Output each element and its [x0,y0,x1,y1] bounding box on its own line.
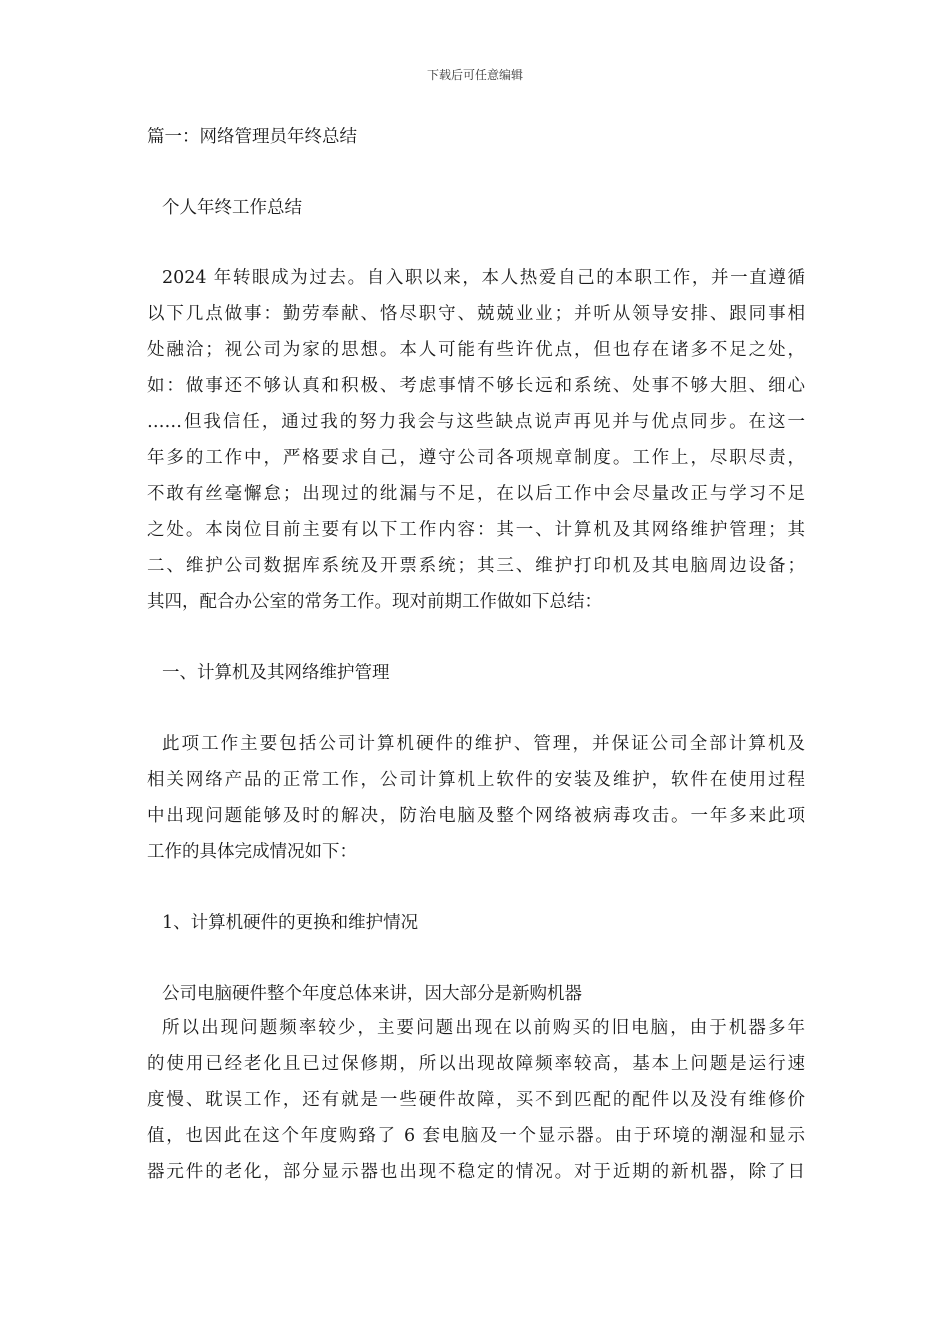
section1-heading: 一、计算机及其网络维护管理 [162,663,390,683]
paragraph3-line: 度慢、耽误工作，还有就是一些硬件故障，买不到匹配的配件以及没有维修价 [147,1090,805,1110]
paragraph1-line: 年多的工作中，严格要求自己，遵守公司各项规章制度。工作上，尽职尽责， [147,448,805,468]
paragraph3-line: 值，也因此在这个年度购臵了 6 套电脑及一个显示器。由于环境的潮湿和显示 [147,1126,805,1146]
paragraph1-line: 不敢有丝毫懈怠；出现过的纰漏与不足，在以后工作中会尽量改正与学习不足 [147,484,805,504]
paragraph2-line: 相关网络产品的正常工作，公司计算机上软件的安装及维护，软件在使用过程 [147,770,805,790]
paragraph3-line: 所以出现问题频率较少，主要问题出现在以前购买的旧电脑，由于机器多年 [162,1018,805,1038]
document-title: 篇一：网络管理员年终总结 [147,127,357,147]
paragraph1-line: 如：做事还不够认真和积极、考虑事情不够长远和系统、处事不够大胆、细心 [147,376,805,396]
subsection1-heading: 1、计算机硬件的更换和维护情况 [162,913,419,933]
paragraph2-line: 中出现问题能够及时的解决，防治电脑及整个网络被病毒攻击。一年多来此项 [147,806,805,826]
paragraph2-line: 工作的具体完成情况如下： [147,842,357,862]
paragraph1-line: 之处。本岗位目前主要有以下工作内容：其一、计算机及其网络维护管理；其 [147,520,805,540]
paragraph3-line: 器元件的老化，部分显示器也出现不稳定的情况。对于近期的新机器，除了日 [147,1162,805,1182]
document-subtitle: 个人年终工作总结 [162,198,302,218]
paragraph1-line: ……但我信任，通过我的努力我会与这些缺点说声再见并与优点同步。在这一 [147,412,805,432]
paragraph1-line: 以下几点做事：勤劳奉献、恪尽职守、兢兢业业；并听从领导安排、跟同事相 [147,304,805,324]
paragraph3-line: 的使用已经老化且已过保修期，所以出现故障频率较高，基本上问题是运行速 [147,1054,805,1074]
paragraph1-line: 二、维护公司数据库系统及开票系统；其三、维护打印机及其电脑周边设备； [147,556,805,576]
paragraph1-line: 处融洽；视公司为家的思想。本人可能有些许优点，但也存在诸多不足之处， [147,340,805,360]
page-header-note: 下载后可任意编辑 [426,68,523,82]
paragraph1-line: 2024 年转眼成为过去。自入职以来，本人热爱自己的本职工作，并一直遵循 [162,268,805,288]
paragraph3-first-line: 公司电脑硬件整个年度总体来讲，因大部分是新购机器 [162,984,582,1004]
paragraph2-line: 此项工作主要包括公司计算机硬件的维护、管理，并保证公司全部计算机及 [162,734,805,754]
paragraph1-line: 其四，配合办公室的常务工作。现对前期工作做如下总结： [147,592,602,612]
